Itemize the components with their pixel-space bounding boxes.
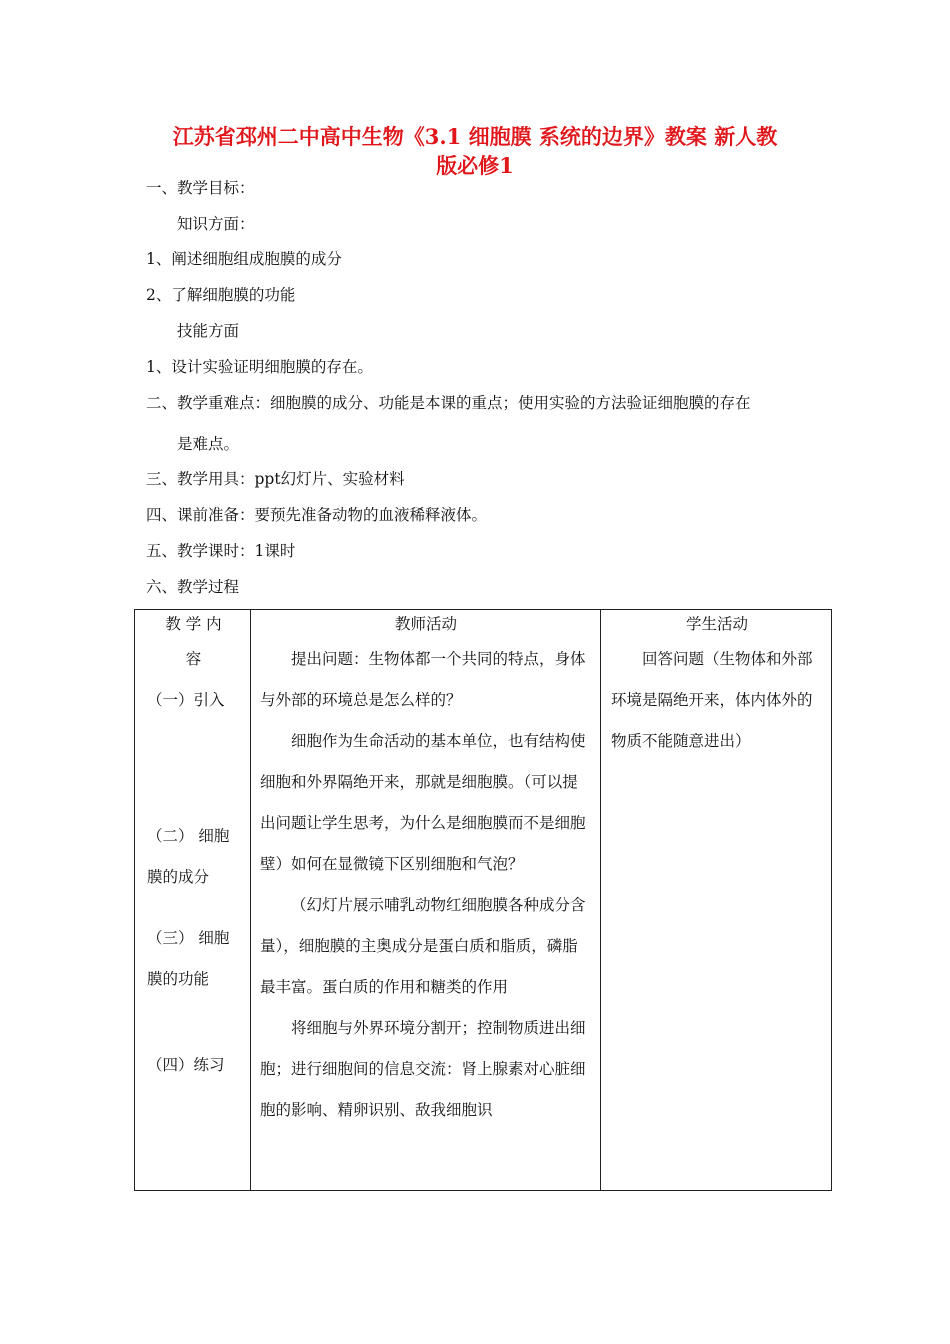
teacher-activity-header: 教师活动 bbox=[394, 615, 457, 633]
teacher-activity-column bbox=[251, 610, 601, 1191]
student-activity-column bbox=[601, 610, 832, 1191]
key-points-line-1: 二、教学重难点：细胞膜的成分、功能是本课的重点；使用实验的方法验证细胞膜的存在 bbox=[146, 394, 751, 412]
section-exercise: （四）练习 bbox=[147, 1056, 225, 1074]
teacher-paragraph-4: 将细胞与外界环境分割开；控制物质进出细胞；进行细胞间的信息交流：肾上腺素对心脏细胞的影响、精卵识别、敌我细胞识 bbox=[260, 1019, 586, 1119]
document-title bbox=[120, 122, 830, 180]
section-membrane-function-a: （三） 细胞 bbox=[147, 929, 230, 947]
table-row bbox=[135, 610, 832, 1191]
process-heading: 六、教学过程 bbox=[146, 578, 240, 596]
teacher-paragraph-3: （幻灯片展示哺乳动物红细胞膜各种成分含量），细胞膜的主奥成分是蛋白质和脂质，磷脂最丰富。蛋白质的作用和糖类的作用 bbox=[260, 896, 586, 996]
objectives-heading: 一、教学目标： bbox=[146, 179, 255, 197]
teacher-paragraph-2: 细胞作为生命活动的基本单位，也有结构使细胞和外界隔绝开来，那就是细胞膜。（可以提出问题让学生思考，为什么是细胞膜而不是细胞壁）如何在显微镜下区别细胞和气泡？ bbox=[260, 732, 586, 873]
teaching-process-table bbox=[134, 609, 832, 1191]
section-membrane-components-a: （二） 细胞 bbox=[147, 827, 230, 845]
section-membrane-function-b: 膜的功能 bbox=[147, 970, 210, 988]
class-hours: 五、教学课时：1课时 bbox=[146, 542, 296, 560]
knowledge-item-1: 1、阐述细胞组成胞膜的成分 bbox=[146, 250, 342, 268]
section-intro: （一）引入 bbox=[147, 691, 225, 709]
col1-header-a: 教 学 内 bbox=[165, 615, 222, 633]
col1-header-b: 容 bbox=[185, 650, 202, 668]
knowledge-item-2: 2、了解细胞膜的功能 bbox=[146, 286, 296, 304]
pre-class-preparation: 四、课前准备：要预先准备动物的血液稀释液体。 bbox=[146, 506, 488, 524]
student-activity-header: 学生活动 bbox=[685, 615, 748, 633]
skill-item-1: 1、设计实验证明细胞膜的存在。 bbox=[146, 358, 373, 376]
content-column bbox=[135, 610, 251, 1191]
section-membrane-components-b: 膜的成分 bbox=[147, 868, 210, 886]
title-line-2: 版必修1 bbox=[436, 153, 514, 178]
knowledge-heading: 知识方面： bbox=[177, 215, 255, 233]
student-paragraph-1: 回答问题（生物体和外部环境是隔绝开来，体内体外的物质不能随意进出） bbox=[611, 650, 813, 750]
teacher-paragraph-1: 提出问题：生物体都一个共同的特点，身体与外部的环境总是怎么样的？ bbox=[260, 650, 586, 709]
title-line-1: 江苏省邳州二中高中生物《3.1 细胞膜 系统的边界》教案 新人教 bbox=[172, 124, 778, 149]
skill-heading: 技能方面 bbox=[177, 322, 240, 340]
key-points-line-2: 是难点。 bbox=[177, 435, 240, 453]
teaching-tools: 三、教学用具：ppt幻灯片、实验材料 bbox=[146, 470, 405, 488]
